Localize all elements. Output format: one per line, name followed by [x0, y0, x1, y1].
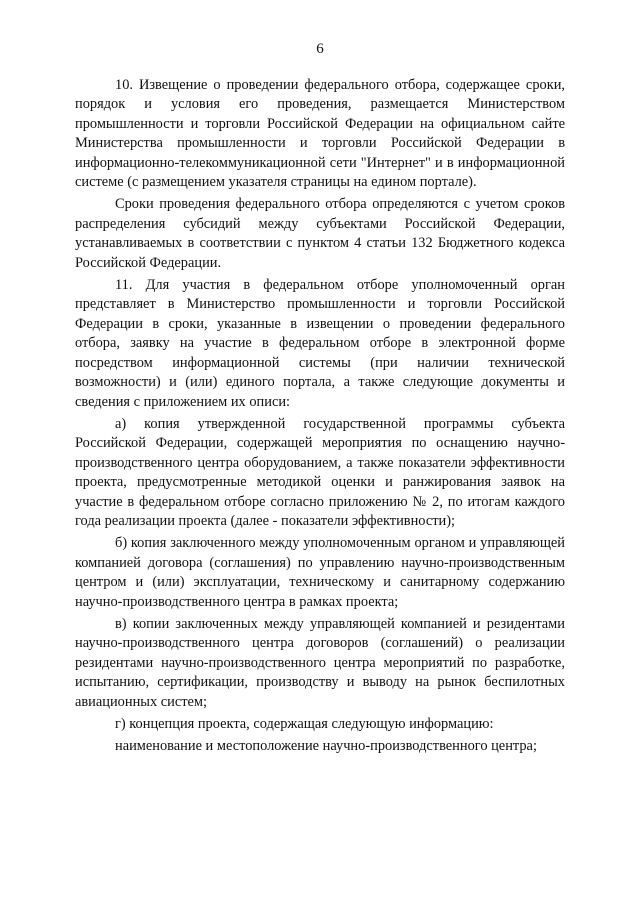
- list-item-a: а) копия утвержденной государственной программы субъекта Российской Федерации, содержащей мероприятия по оснащению научно-производственного центра оборудованием, а также показатели эффективности проекта, предусмотренные методикой оценки и ранжирования заявок на участие в федеральном отборе согласно приложению № 2, по итогам каждого года реализации проекта (далее - показатели эффективности);: [75, 415, 565, 529]
- paragraph-10-notice: 10. Извещение о проведении федерального отбора, содержащее сроки, порядок и условия его проведения, размещается Министерством промышленности и торговли Российской Федерации на официальном сайте Министерства промышленности и торговли Российской Федерации в информационно-телекоммуникационной сети "Интернет" и в информационной системе (с размещением указателя страницы на едином портале).: [75, 77, 565, 191]
- page-number: 6: [316, 41, 324, 57]
- concept-item-name-location: наименование и местоположение научно-производственного центра;: [115, 738, 537, 755]
- list-item-b: б) копия заключенного между уполномоченным органом и управляющей компанией договора (соглашения) по управлению научно-производственным центром и (или) эксплуатации, техническому и санитарному содержанию научно-производственного центра в рамках проекта;: [75, 535, 565, 610]
- paragraph-selection-terms: Сроки проведения федерального отбора определяются с учетом сроков распределения субсидий между субъектами Российской Федерации, устанавливаемых в соответствии с пунктом 4 статьи 132 Бюджетного кодекса Российской Федерации.: [75, 196, 565, 271]
- paragraph-11-participation: 11. Для участия в федеральном отборе уполномоченный орган представляет в Министерство промышленности и торговли Российской Федерации в сроки, указанные в извещении о проведении федерального отбора, заявку на участие в федеральном отборе в электронной форме посредством информационной системы (при наличии технической возможности) и (или) единого портала, а также следующие документы и сведения с приложением их описи:: [75, 277, 565, 410]
- list-item-v: в) копии заключенных между управляющей компанией и резидентами научно-производственного центра договоров (соглашений) о реализации резидентами научно-производственного центра мероприятий по разработке, испытанию, сертификации, производству и выводу на рынок беспилотных авиационных систем;: [75, 615, 565, 710]
- document-body: [75, 76, 565, 760]
- list-item-g: г) концепция проекта, содержащая следующую информацию:: [115, 716, 494, 732]
